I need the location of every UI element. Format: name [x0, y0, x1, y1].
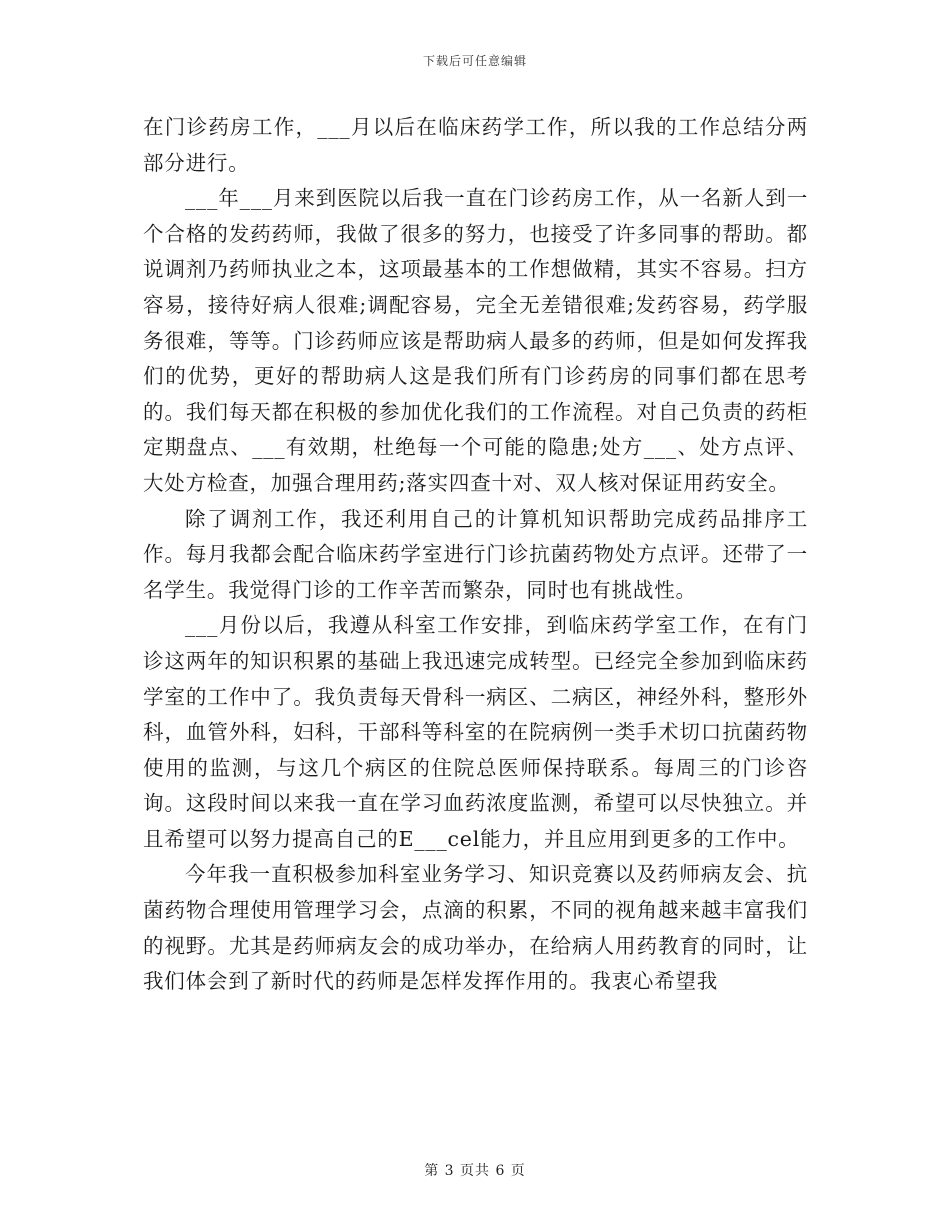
- document-body: [143, 110, 808, 1000]
- paragraph-5: 今年我一直积极参加科室业务学习、知识竞赛以及药师病友会、抗菌药物合理使用管理学习会，点滴的积累，不同的视角越来越丰富我们的视野。尤其是药师病友会的成功举办，在给病人用药教育的同时，让我们体会到了新时代的药师是怎样发挥作用的。我衷心希望我: [143, 862, 808, 994]
- paragraph-3: 除了调剂工作，我还利用自己的计算机知识帮助完成药品排序工作。每月我都会配合临床药学室进行门诊抗菌药物处方点评。还带了一名学生。我觉得门诊的工作辛苦而繁杂，同时也有挑战性。: [143, 506, 808, 602]
- page-footer: 第 3 页共 6 页: [424, 1163, 526, 1179]
- page-header: 下载后可任意编辑: [422, 54, 527, 68]
- paragraph-4: ___月份以后，我遵从科室工作安排，到临床药学室工作，在有门诊这两年的知识积累的基础上我迅速完成转型。已经完全参加到临床药学室的工作中了。我负责每天骨科一病区、二病区，神经外科，整形外科，血管外科，妇科，干部科等科室的在院病例一类手术切口抗菌药物使用的监测，与这几个病区的住院总医师保持联系。每周三的门诊咨询。这段时间以来我一直在学习血药浓度监测，希望可以尽快独立。并且希望可以努力提高自己的E___cel能力，并且应用到更多的工作中。: [143, 613, 808, 851]
- paragraph-2: ___年___月来到医院以后我一直在门诊药房工作，从一名新人到一个合格的发药药师，我做了很多的努力，也接受了许多同事的帮助。都说调剂乃药师执业之本，这项最基本的工作想做精，其实不容易。扫方容易，接待好病人很难;调配容易，完全无差错很难;发药容易，药学服务很难，等等。门诊药师应该是帮助病人最多的药师，但是如何发挥我们的优势，更好的帮助病人这是我们所有门诊药房的同事们都在思考的。我们每天都在积极的参加优化我们的工作流程。对自己负责的药柜定期盘点、___有效期，杜绝每一个可能的隐患;处方___、处方点评、大处方检查，加强合理用药;落实四查十对、双人核对保证用药安全。: [143, 186, 808, 495]
- paragraph-1: 在门诊药房工作，___月以后在临床药学工作，所以我的工作总结分两部分进行。: [143, 115, 808, 175]
